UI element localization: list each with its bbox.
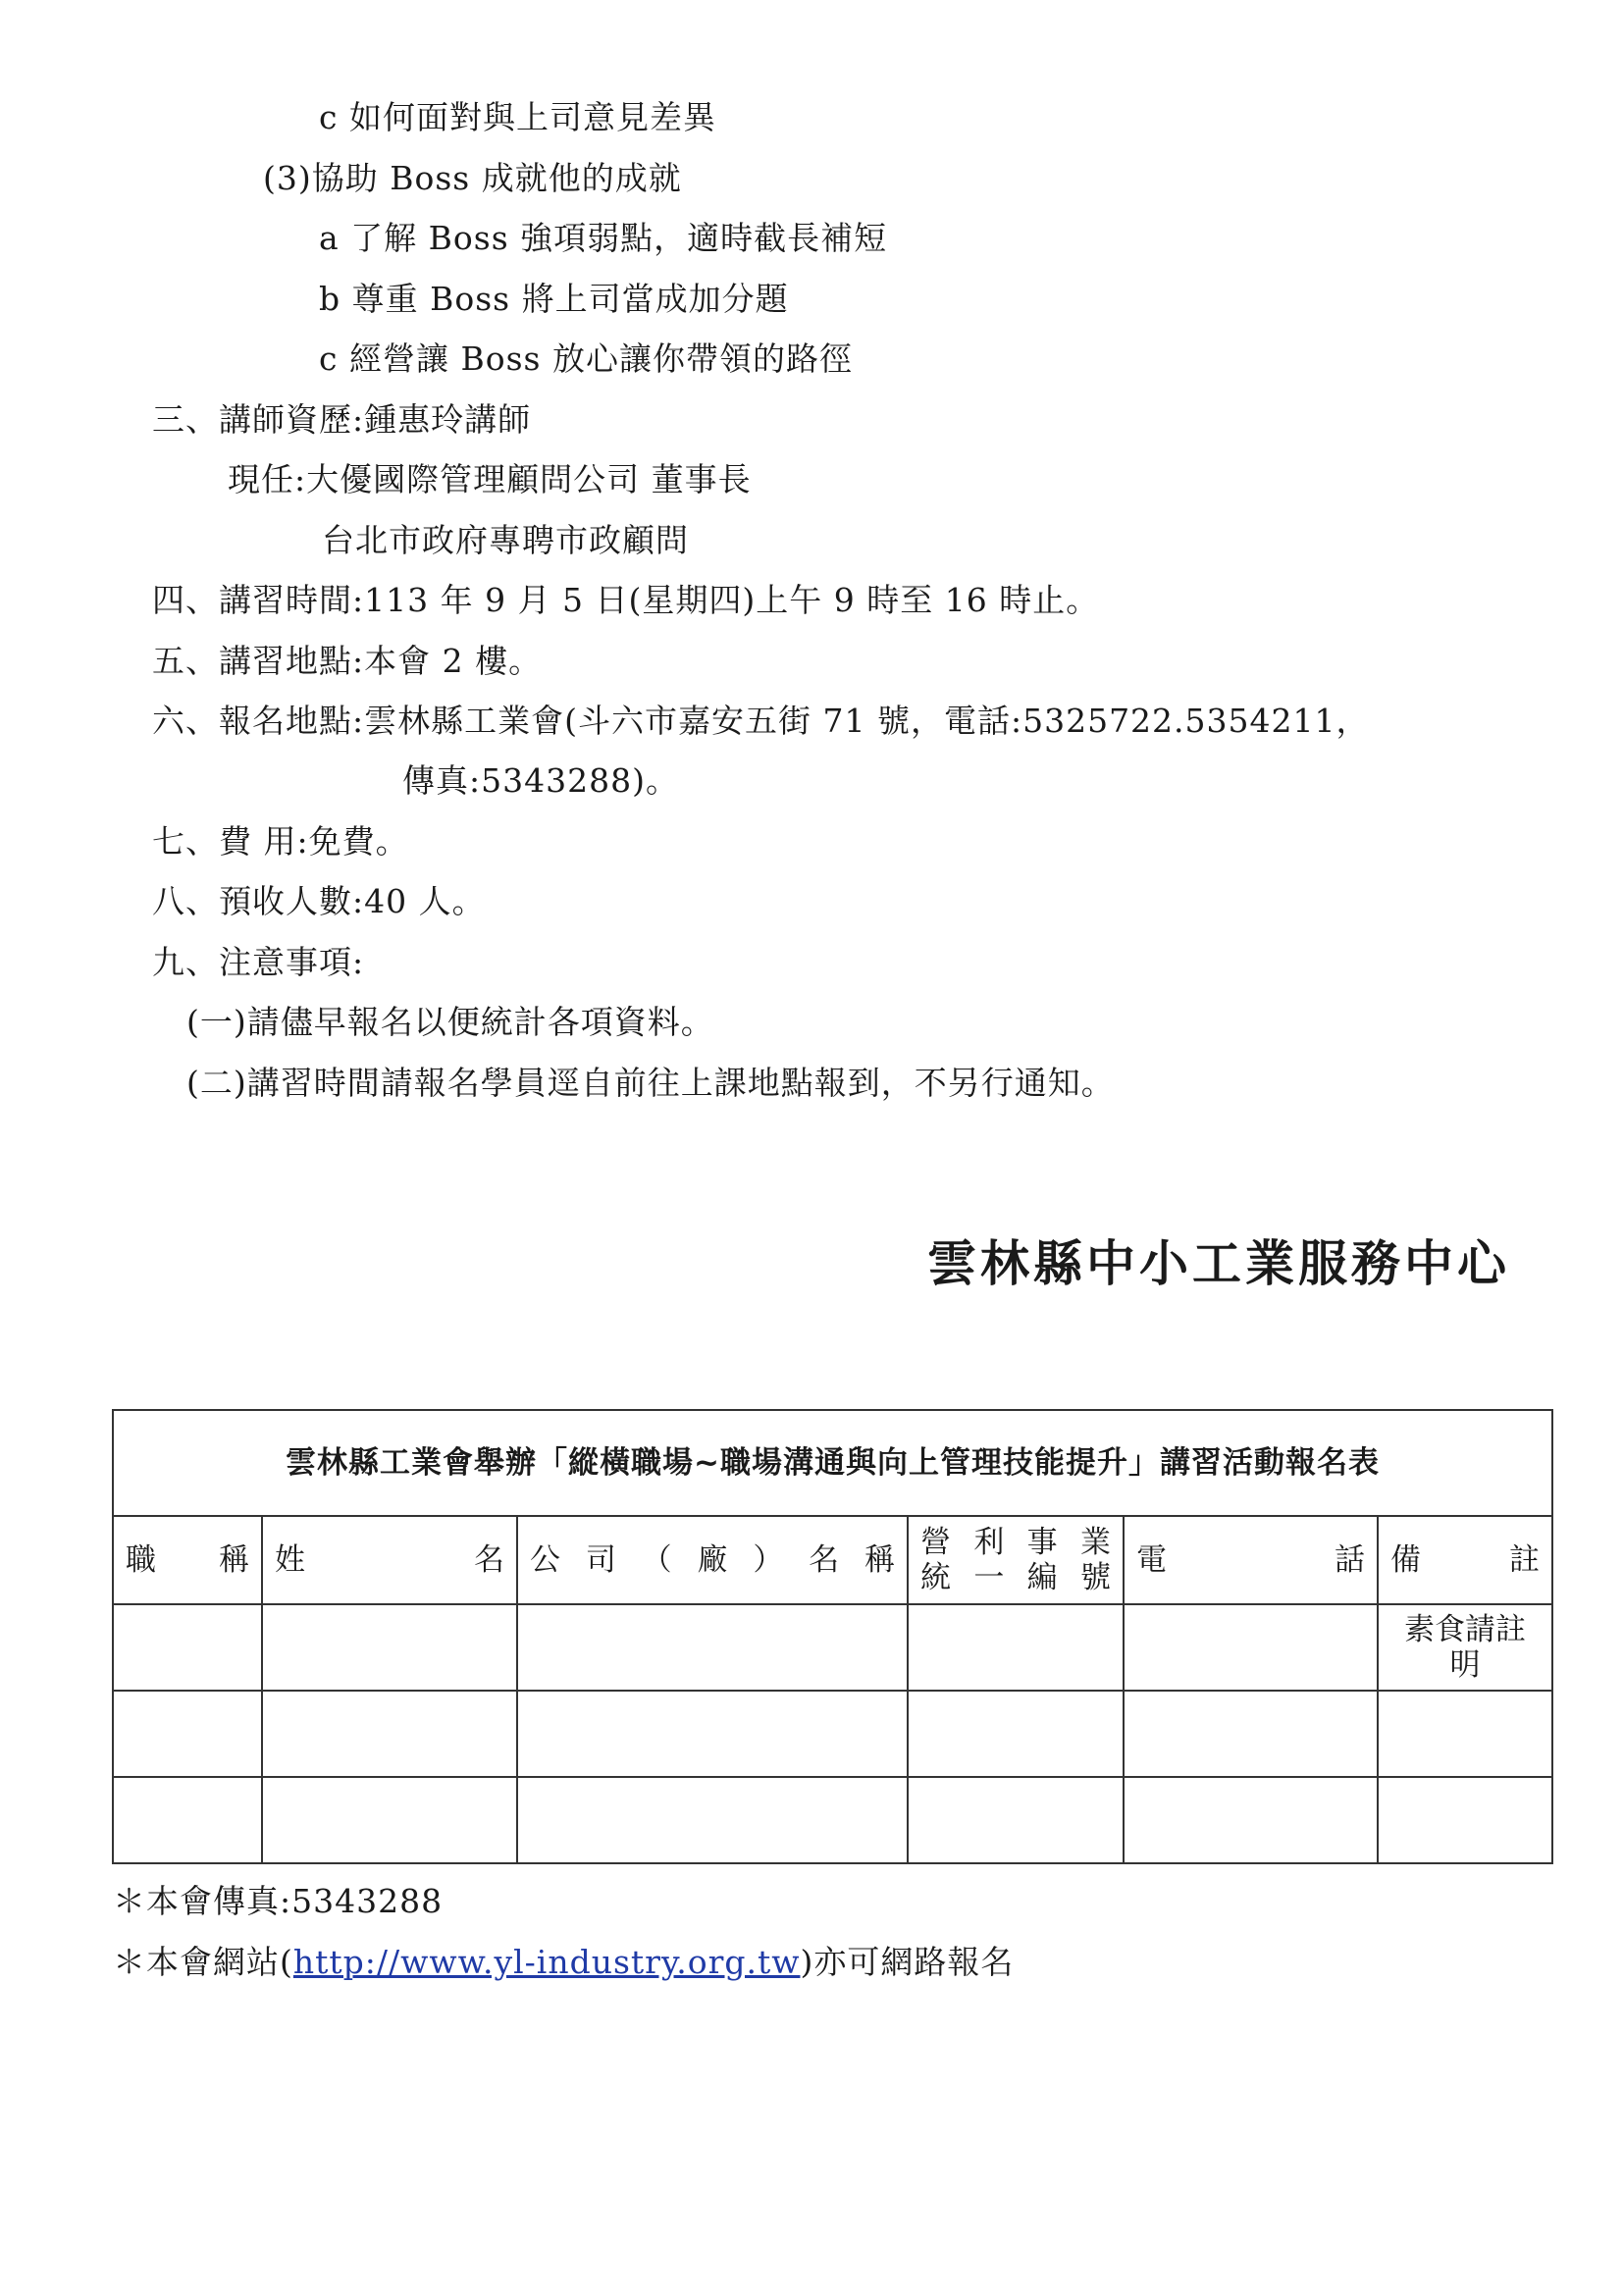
column-header-remark <box>1378 1516 1552 1604</box>
company-cell[interactable] <box>517 1604 908 1691</box>
form-title: 雲林縣工業會舉辦「縱橫職場~職場溝通與向上管理技能提升」講習活動報名表 <box>113 1410 1552 1516</box>
table-row <box>113 1777 1552 1863</box>
title-cell[interactable] <box>113 1604 262 1691</box>
phone-cell[interactable] <box>1124 1777 1378 1863</box>
body-line: (一)請儘早報名以便統計各項資料。 <box>186 1003 714 1041</box>
tax-id-cell[interactable] <box>908 1691 1124 1777</box>
header-char: 話 <box>1335 1542 1365 1578</box>
table-row <box>113 1604 1552 1691</box>
remark-cell[interactable] <box>1378 1691 1552 1777</box>
website-prefix: ＊本會網站( <box>113 1943 293 1981</box>
body-line: (二)講習時間請報名學員逕自前往上課地點報到，不另行通知。 <box>186 1064 1115 1102</box>
name-cell[interactable] <box>262 1604 517 1691</box>
organizer-name: 雲林縣中小工業服務中心 <box>927 1235 1510 1292</box>
tax-id-cell[interactable] <box>908 1604 1124 1691</box>
header-char: 廠 <box>697 1542 728 1578</box>
header-char: 業 <box>1079 1525 1111 1560</box>
header-char: 公 <box>530 1542 560 1578</box>
header-char: 稱 <box>219 1542 249 1578</box>
body-line: b 尊重 Boss 將上司當成加分題 <box>319 280 789 318</box>
phone-cell[interactable] <box>1124 1604 1378 1691</box>
body-line: c 經營讓 Boss 放心讓你帶領的路徑 <box>319 339 853 378</box>
name-cell[interactable] <box>262 1777 517 1863</box>
registration-form-table <box>112 1409 1553 1864</box>
website-link[interactable]: http://www.yl-industry.org.tw <box>292 1943 801 1981</box>
website-suffix: )亦可網路報名 <box>800 1943 1015 1981</box>
column-header-name <box>262 1516 517 1604</box>
body-line: 七、費 用:免費。 <box>152 822 409 861</box>
body-line: (3)協助 Boss 成就他的成就 <box>263 159 682 197</box>
header-char: 利 <box>973 1525 1005 1560</box>
header-char: 姓 <box>275 1542 305 1578</box>
column-header-tax-id <box>908 1516 1124 1604</box>
body-line: 五、講習地點:本會 2 樓。 <box>152 642 543 680</box>
body-line: 九、注意事項: <box>152 943 365 981</box>
header-char: 職 <box>126 1542 156 1578</box>
body-line: c 如何面對與上司意見差異 <box>319 98 716 136</box>
body-line: 八、預收人數:40 人。 <box>152 882 486 920</box>
header-char: 稱 <box>864 1542 895 1578</box>
header-char: 號 <box>1079 1560 1111 1595</box>
title-cell[interactable] <box>113 1691 262 1777</box>
name-cell[interactable] <box>262 1691 517 1777</box>
column-header-phone <box>1124 1516 1378 1604</box>
header-char: 電 <box>1136 1542 1167 1578</box>
body-line: 六、報名地點:雲林縣工業會(斗六市嘉安五街 71 號，電話:5325722.5354211， <box>152 702 1370 740</box>
body-line: 四、講習時間:113 年 9 月 5 日(星期四)上午 9 時至 16 時止。 <box>152 581 1100 619</box>
header-char: 事 <box>1026 1525 1058 1560</box>
header-char: 編 <box>1026 1560 1058 1595</box>
header-char: 統 <box>920 1560 951 1595</box>
header-char: 一 <box>973 1560 1005 1595</box>
body-line: a 了解 Boss 強項弱點，適時截長補短 <box>319 219 888 257</box>
company-cell[interactable] <box>517 1691 908 1777</box>
header-char: 註 <box>1509 1542 1541 1578</box>
header-char: 司 <box>585 1542 616 1578</box>
footer-website <box>113 1943 1014 1982</box>
header-char: 名 <box>809 1542 840 1578</box>
header-char: 備 <box>1390 1542 1421 1578</box>
body-line: 傳真:5343288)。 <box>402 761 679 800</box>
body-line: 三、講師資歷:鍾惠玲講師 <box>152 400 532 439</box>
header-char: 名 <box>474 1542 504 1578</box>
footer-fax: ＊本會傳真:5343288 <box>113 1882 444 1920</box>
remark-cell[interactable]: 素食請註明 <box>1378 1604 1552 1691</box>
phone-cell[interactable] <box>1124 1691 1378 1777</box>
tax-id-cell[interactable] <box>908 1777 1124 1863</box>
remark-cell[interactable] <box>1378 1777 1552 1863</box>
column-header-title <box>113 1516 262 1604</box>
header-char: 營 <box>920 1525 951 1560</box>
company-cell[interactable] <box>517 1777 908 1863</box>
table-row <box>113 1691 1552 1777</box>
header-char: （ <box>641 1542 672 1578</box>
title-cell[interactable] <box>113 1777 262 1863</box>
header-char: ） <box>753 1542 784 1578</box>
body-line: 台北市政府專聘市政顧問 <box>322 521 689 559</box>
column-header-company <box>517 1516 908 1604</box>
body-line: 現任:大優國際管理顧問公司 董事長 <box>228 460 752 498</box>
